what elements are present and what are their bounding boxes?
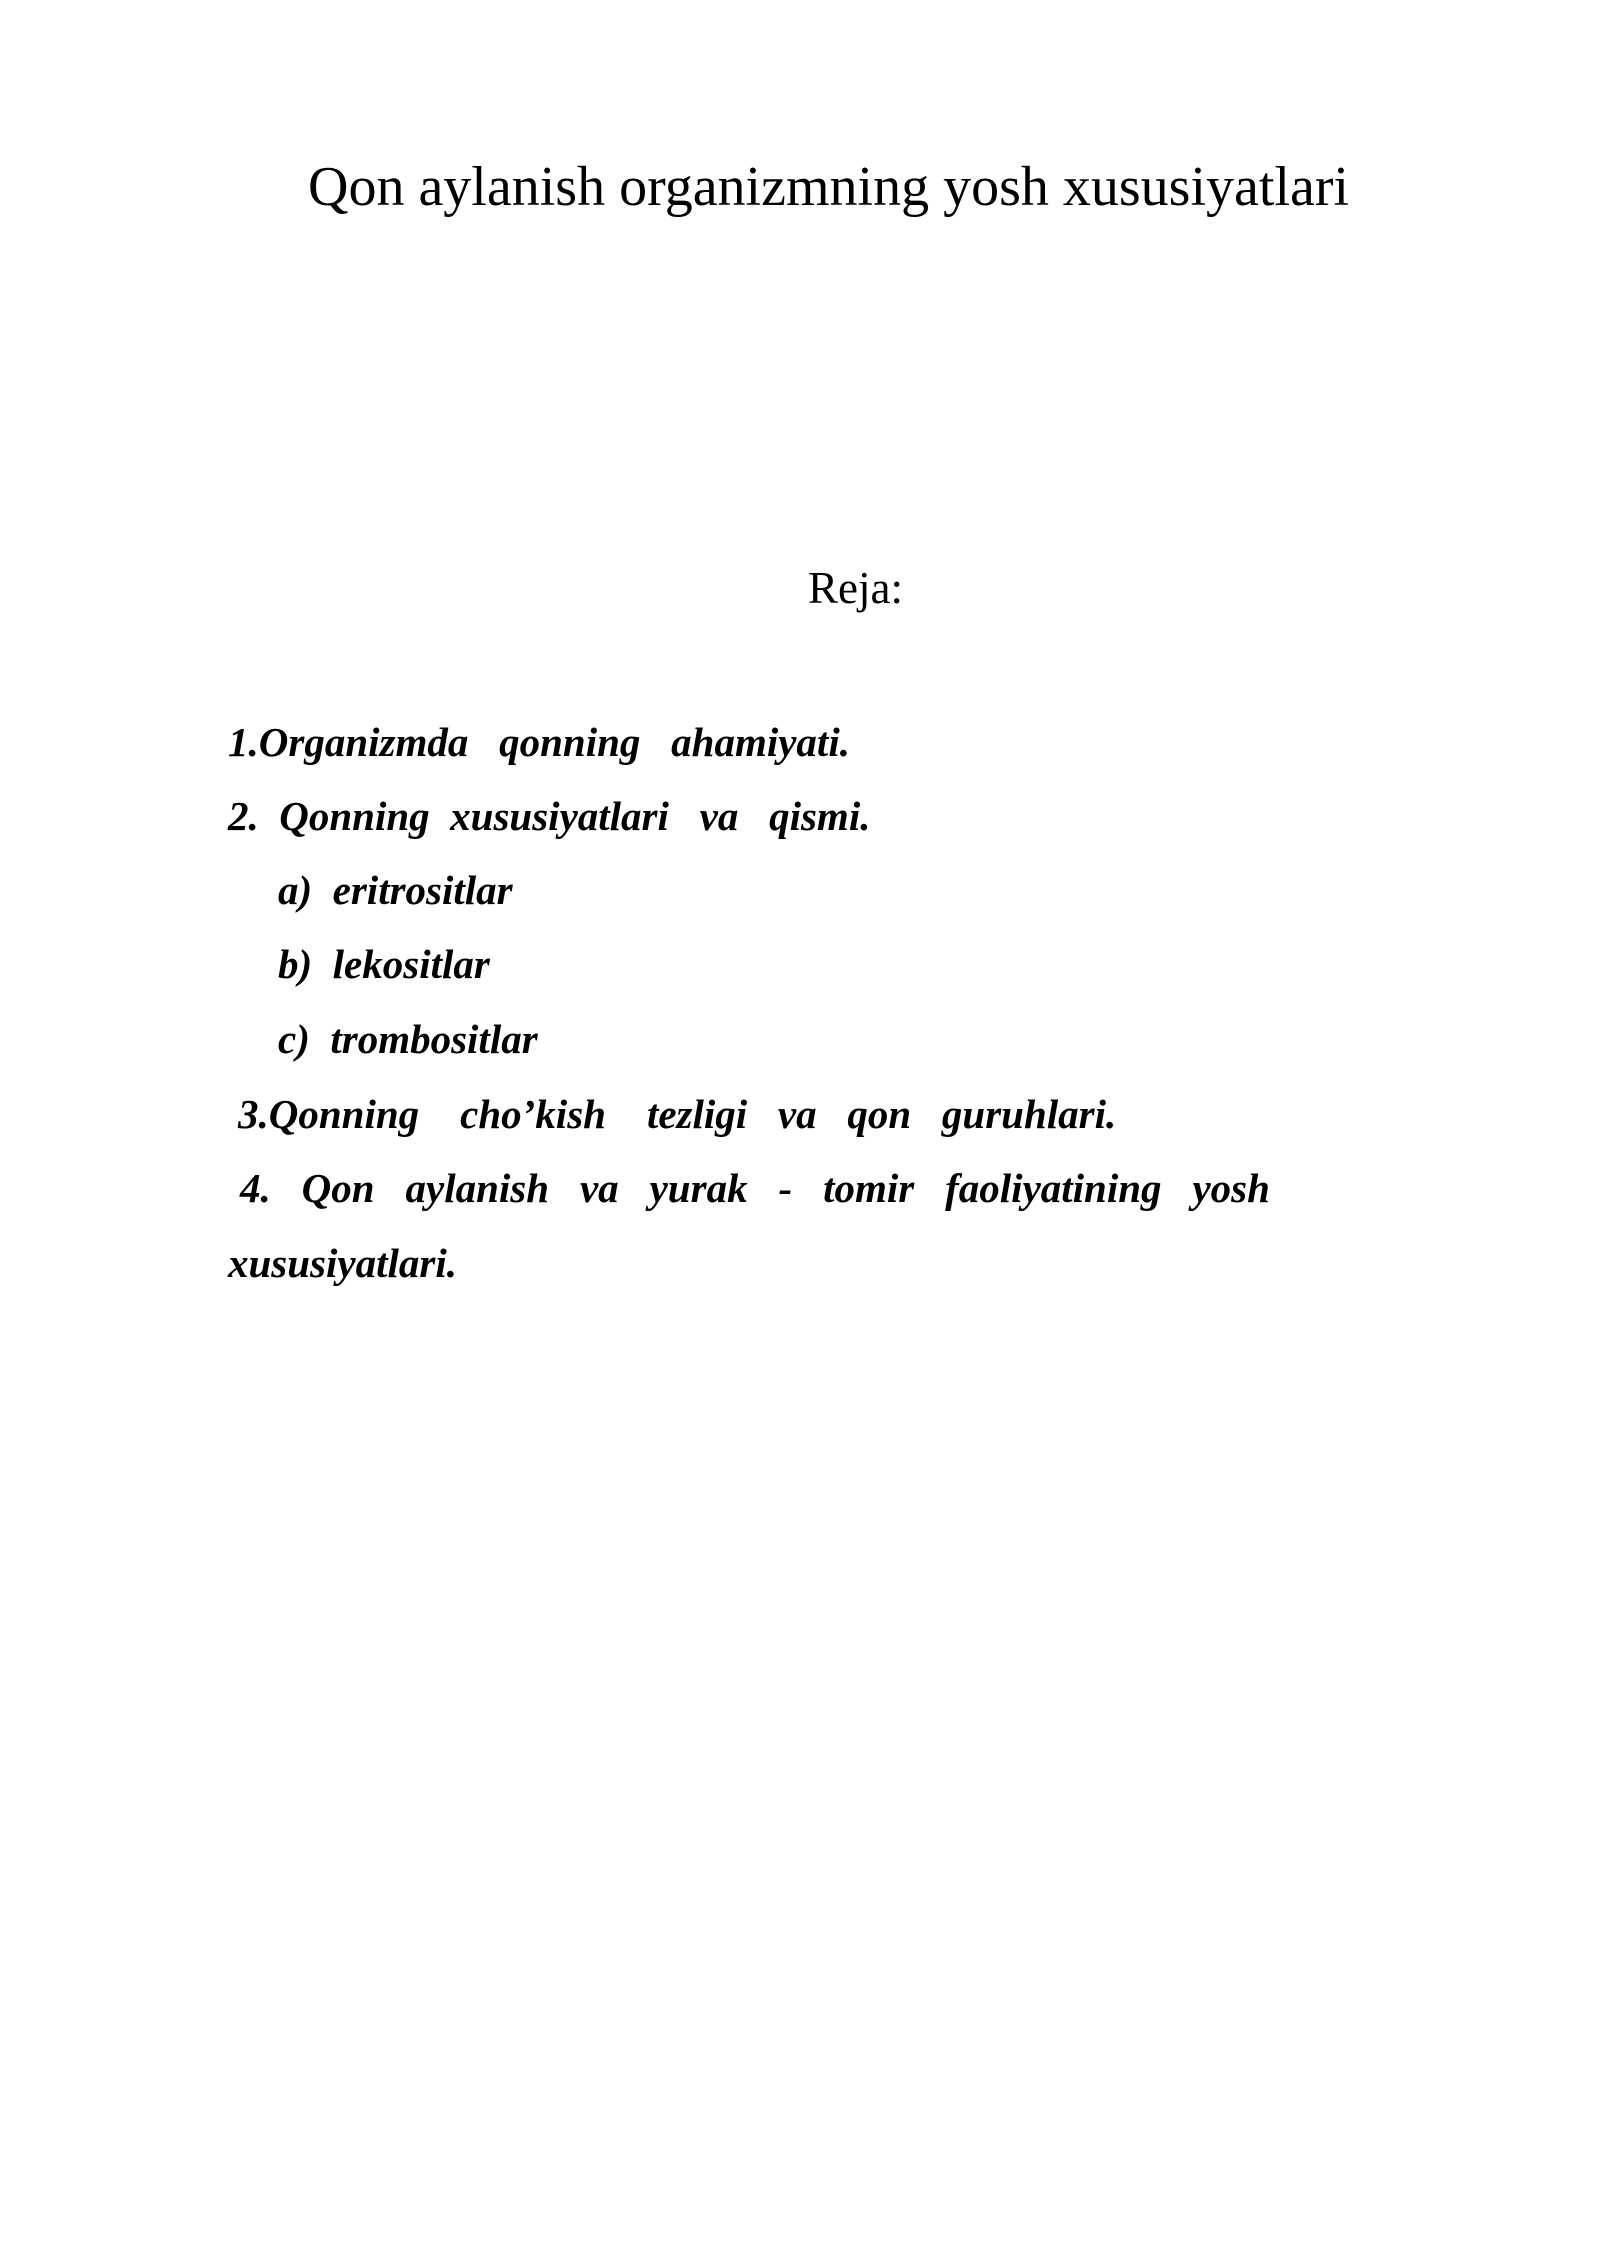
document-title: Qon aylanish organizmning yosh xususiyatlari	[308, 156, 1350, 218]
plan-item-4-word: Qon	[301, 1165, 375, 1211]
plan-subitem-a: a) eritrositlar	[278, 867, 513, 913]
plan-item-4-continuation: xususiyatlari.	[228, 1240, 457, 1286]
plan-item-4-word: yurak	[649, 1165, 748, 1211]
plan-item-4-word: yosh	[1192, 1165, 1270, 1211]
plan-item-4-word: aylanish	[405, 1165, 550, 1211]
plan-subitem-b: b) lekositlar	[278, 941, 490, 987]
plan-item-2: 2. Qonning xususiyatlari va qismi.	[228, 793, 871, 839]
plan-item-4-word: tomir	[823, 1165, 915, 1211]
plan-item-4-word: va	[579, 1165, 619, 1211]
plan-item-3: 3.Qonning cho’kish tezligi va qon guruhlari.	[238, 1091, 1117, 1137]
plan-item-4-word: -	[778, 1165, 793, 1211]
plan-item-1: 1.Organizmda qonning ahamiyati.	[228, 719, 850, 765]
plan-item-4	[240, 1162, 1270, 1214]
plan-heading: Reja:	[808, 563, 903, 613]
plan-item-4-word: faoliyatining	[945, 1165, 1162, 1211]
plan-item-4-word: 4.	[240, 1165, 271, 1211]
plan-subitem-c: c) trombositlar	[278, 1016, 538, 1062]
